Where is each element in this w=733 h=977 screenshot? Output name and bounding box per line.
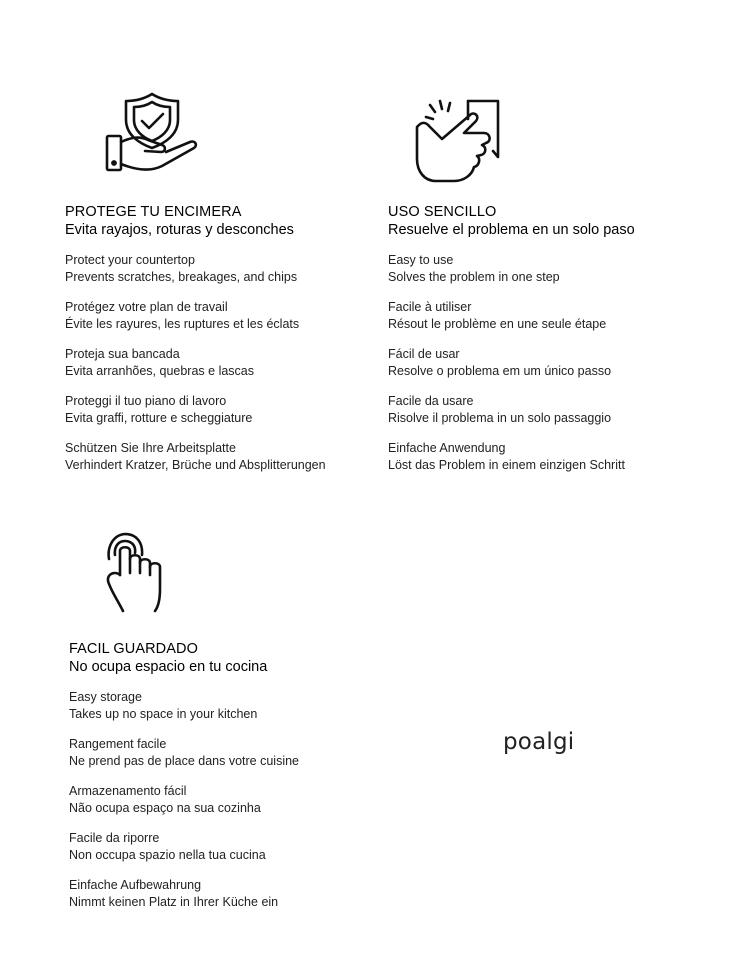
- shield-check-hand-icon: [104, 90, 200, 176]
- translation-entry: [388, 299, 708, 332]
- entry-title: Armazenamento fácil: [69, 784, 187, 798]
- translation-list: [65, 252, 365, 473]
- entry-title: Einfache Anwendung: [388, 441, 506, 455]
- translation-list: [388, 252, 708, 473]
- entry-desc: Verhindert Kratzer, Brüche und Absplitterungen: [65, 457, 326, 472]
- entry-title: Protect your countertop: [65, 253, 195, 267]
- entry-title: Facile da usare: [388, 394, 474, 408]
- entry-title: Fácil de usar: [388, 347, 460, 361]
- entry-title: Protégez votre plan de travail: [65, 300, 228, 314]
- entry-title: Proteggi il tuo piano di lavoro: [65, 394, 227, 408]
- translation-entry: [65, 299, 365, 332]
- entry-title: Proteja sua bancada: [65, 347, 180, 361]
- entry-title: Facile à utiliser: [388, 300, 472, 314]
- translation-entry: [65, 393, 365, 426]
- entry-desc: Evita graffi, rotture e scheggiature: [65, 410, 253, 425]
- brand-logo: poalgi: [503, 729, 575, 755]
- entry-title: Facile da riporre: [69, 831, 160, 845]
- entry-desc: Résout le problème en une seule étape: [388, 316, 607, 331]
- translation-entry: [69, 877, 369, 910]
- entry-title: Easy storage: [69, 690, 142, 704]
- section-protege: [65, 203, 365, 487]
- entry-title: Schützen Sie Ihre Arbeitsplatte: [65, 441, 236, 455]
- translation-entry: [388, 252, 708, 285]
- section-guardado: [69, 640, 369, 924]
- entry-desc: Ne prend pas de place dans votre cuisine: [69, 753, 300, 768]
- entry-title: Easy to use: [388, 253, 454, 267]
- translation-entry: [388, 346, 708, 379]
- tap-swipe-icon: [414, 97, 504, 187]
- translation-entry: [65, 252, 365, 285]
- entry-desc: Löst das Problem in einem einzigen Schritt: [388, 457, 625, 472]
- translation-entry: [65, 346, 365, 379]
- translation-entry: [69, 689, 369, 722]
- entry-desc: Nimmt keinen Platz in Ihrer Küche ein: [69, 894, 279, 909]
- entry-desc: Solves the problem in one step: [388, 269, 560, 284]
- section-subheading: Resuelve el problema en un solo paso: [388, 222, 635, 238]
- section-subheading: Evita rayajos, roturas y desconches: [65, 222, 294, 238]
- translation-entry: [388, 393, 708, 426]
- translation-entry: [65, 440, 365, 473]
- entry-desc: Non occupa spazio nella tua cucina: [69, 847, 266, 862]
- translation-entry: [69, 736, 369, 769]
- entry-desc: Évite les rayures, les ruptures et les éclats: [65, 316, 300, 331]
- entry-desc: Não ocupa espaço na sua cozinha: [69, 800, 261, 815]
- section-uso: [388, 203, 708, 487]
- entry-desc: Risolve il problema in un solo passaggio: [388, 410, 612, 425]
- touch-hand-icon: [103, 529, 171, 615]
- translation-entry: [69, 830, 369, 863]
- entry-desc: Resolve o problema em um único passo: [388, 363, 612, 378]
- section-heading: USO SENCILLO: [388, 204, 497, 220]
- translation-list: [69, 689, 369, 910]
- translation-entry: [388, 440, 708, 473]
- entry-desc: Prevents scratches, breakages, and chips: [65, 269, 298, 284]
- translation-entry: [69, 783, 369, 816]
- entry-desc: Takes up no space in your kitchen: [69, 706, 258, 721]
- entry-title: Einfache Aufbewahrung: [69, 878, 202, 892]
- section-heading: FACIL GUARDADO: [69, 641, 198, 657]
- entry-title: Rangement facile: [69, 737, 167, 751]
- entry-desc: Evita arranhões, quebras e lascas: [65, 363, 254, 378]
- section-heading: PROTEGE TU ENCIMERA: [65, 204, 242, 220]
- section-subheading: No ocupa espacio en tu cocina: [69, 659, 268, 675]
